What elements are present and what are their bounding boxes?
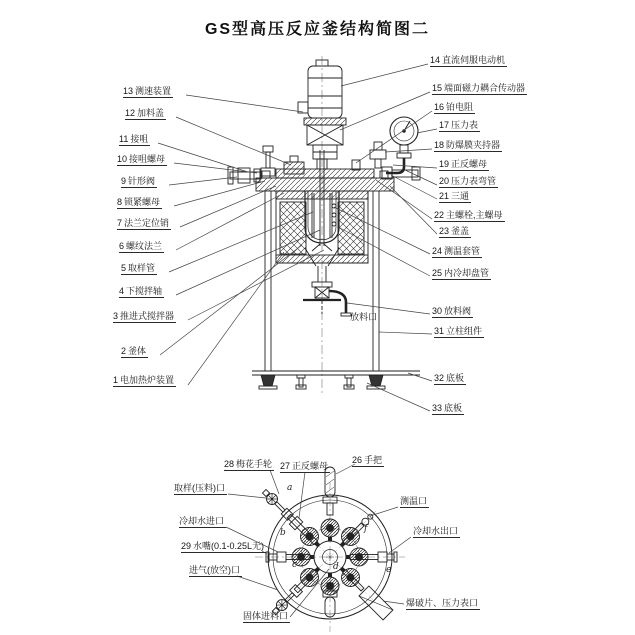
label-24: 24 测温套管 [432,246,481,256]
label-6: 6 螺纹法兰 [119,241,163,251]
label-1: 1 电加热炉装置 [113,375,175,385]
label-11: 11 接咀 [119,134,149,144]
discharge-valve [303,282,351,316]
label-27: 27 正反螺母 [280,461,329,471]
label-20: 20 压力表弯管 [439,176,497,186]
pressure-gauge [386,117,418,173]
label-32: 32 底板 [434,373,465,383]
label-2: 2 釜体 [121,346,147,356]
label-4: 4 下搅拌轴 [119,286,163,296]
label-23: 23 釜盖 [439,226,470,236]
stirrer-assembly [312,150,336,251]
magnetic-coupling [304,118,346,169]
label-16: 16 铂电阻 [434,102,474,112]
label-29: 29 水嘴(0.1-0.25L无) [181,541,265,551]
label-temp-port: 测温口 [400,496,428,506]
label-3: 3 推进式搅拌器 [113,311,175,321]
label-33: 33 底板 [432,403,463,413]
label-sampling-port: 取样(压料)口 [174,483,225,493]
base-plate [252,371,420,389]
label-13: 13 测速装置 [123,86,172,96]
label-12: 12 加料盖 [125,108,165,118]
label-discharge-port: 放料口 [350,312,378,322]
label-cooling-outlet: 冷却水出口 [413,526,459,536]
label-rupture-port: 爆破片、压力表口 [406,598,479,608]
label-5: 5 取样管 [121,263,156,273]
label-19: 19 正反螺母 [439,159,488,169]
port-letter-e: e [386,565,392,575]
label-21: 21 三通 [439,191,470,201]
left-port-valve [261,146,275,176]
label-30: 30 放料阀 [432,306,472,316]
label-15: 15 端面磁力耦合传动器 [432,83,526,93]
label-14: 14 直流伺服电动机 [430,55,506,65]
servo-motor [298,60,342,118]
label-25: 25 内冷却盘管 [432,268,490,278]
label-28: 28 梅花手轮 [224,459,273,469]
label-18: 18 防爆膜夹持器 [434,140,501,150]
handle [323,467,337,515]
port-letter-a: a [287,483,293,493]
label-10: 10 接咀螺母 [117,154,166,164]
anchor-bolt [344,375,354,389]
port-letter-b: b [280,528,286,538]
label-22: 22 主螺栓,主螺母 [434,210,503,220]
label-7: 7 法兰定位销 [117,218,170,228]
kettle-lid [256,169,394,191]
anchor-bolt [296,375,306,389]
label-17: 17 压力表 [439,120,479,130]
label-31: 31 立柱组件 [434,326,483,336]
port-letter-f: f [364,524,368,534]
label-9: 9 针形阀 [121,176,156,186]
port-letter-d: d [333,562,339,572]
label-8: 8 锁紧螺母 [117,197,161,207]
label-26: 26 手把 [352,455,383,465]
label-solid-feed: 固体进料口 [243,611,289,621]
label-cooling-inlet: 冷却水进口 [179,516,225,526]
page-title: GS型高压反应釜结构简图二 [204,21,431,38]
label-gas-inlet: 进气(放空)口 [189,565,240,575]
port-letter-c: c [292,560,298,570]
main-elevation-view [158,56,437,411]
